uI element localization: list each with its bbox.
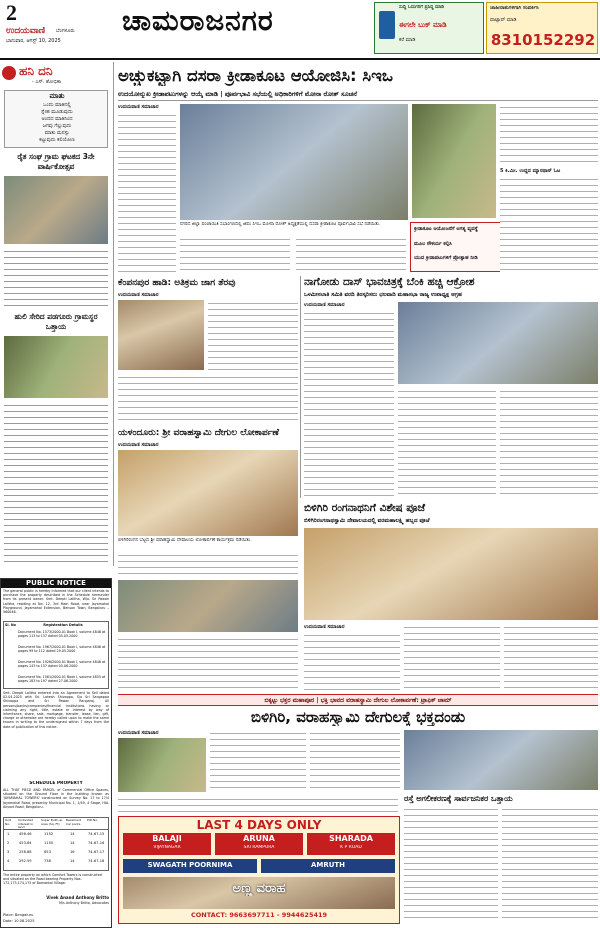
crowd-body-5 (118, 796, 398, 812)
biligiri-photo (304, 528, 598, 620)
units-row (4, 859, 109, 868)
masthead-rule (0, 58, 600, 60)
encroach-body-2 (118, 374, 298, 424)
brand-logo-icon (2, 66, 16, 80)
notice-date: Date: 10.08.2025 (3, 919, 35, 923)
theatre-sub: K P ROAD (340, 845, 362, 850)
notice-table (3, 621, 109, 689)
units-head-cell: Super Built-up area (Sq. Ft) (41, 819, 63, 826)
theatre-box-2 (261, 859, 395, 873)
lower-photo (118, 580, 298, 632)
masthead (0, 0, 600, 58)
temple-byline: ಉದಯವಾಣಿ ಸಮಾಚಾರ (118, 442, 159, 448)
biligiri-subhead: ಬಿಳಿಗಿರಿರಂಗನಾಥಸ್ವಾಮಿ ದೇವಾಲಯದಲ್ಲಿ ವರಮಹಾಲಕ್ಷ್ಮಿ ಹಬ್ಬದ ಪೂಜೆ (304, 518, 430, 524)
notice-signatory-sub: M/s Anthony Britto, Advocates (59, 901, 109, 905)
theatre-name: BALAJI (152, 834, 182, 843)
crowd-body-1 (210, 730, 306, 792)
quote-line: ಅಂದದ ಮಾತಿನಿಂದ (41, 116, 73, 122)
encroach-headline: ಕೆಂಪನಪುರ ಹಾಡಿ: ಅತಿಕ್ರಮ ಜಾಗ ತೆರವು (118, 278, 236, 288)
crowd-photo-2 (404, 730, 598, 790)
nanjappa-subhead: ಒಳಮೀಸಲಾತಿ ಸಮಿತಿ ವರದಿ ತಿರಸ್ಕರಿಸಲು ಛಲವಾದಿ ಮಹಾಸಭಾ ರಾಜ್ಯ ಉಪಾಧ್ಯಕ್ಷ ಆಗ್ರಹ (304, 292, 462, 298)
story1-photo (4, 176, 108, 244)
schedule-text: ALL THAT PIECE AND PARCEL of Commercial Office Spaces, situated on the Ground Floor in the building known as 'JAYAMAHAL TOWERS' constructed on Survey No. 17 to 17/4 Jayamahal Road, presently Municipal No. 1, 1/49, 4 Stage, HAL Airport Road, Bengaluru. (3, 788, 109, 809)
story1-body (4, 248, 108, 308)
theatre-name: ARUNA (243, 834, 275, 843)
units-head (4, 818, 109, 830)
units-cell: 74-67-18 (88, 859, 105, 863)
brand-name: ಹನಿ ದನಿ (19, 64, 53, 78)
ad-phone-icon (379, 11, 395, 39)
lower-body (118, 636, 298, 690)
notice-title: PUBLIC NOTICE (1, 579, 111, 588)
units-cell: 2 (7, 841, 10, 845)
units-cell: 456.46 (19, 832, 32, 836)
cinema-contact: CONTACT: 9663697711 - 9944625419 (190, 911, 328, 919)
biligiri-byline: ಉದಯವಾಣಿ ಸಮಾಚಾರ (304, 624, 345, 630)
encroach-body-1 (208, 300, 298, 370)
notice-intro: The general public is hereby informed that our client intends to purchase the property described in the Schedule hereunder from its present owner. Smt. Deepti Lalitha, W/o. Sri Pawan Lalitha, residing at No. 12, 3rd Main Road, near Jayamahal Playground, Jayamahal Extension, Benson Town, Bengaluru – 560046. (3, 589, 109, 615)
lead-byline: ಉದಯವಾಣಿ ಸಮಾಚಾರ (118, 104, 159, 110)
theatre-box-2 (123, 859, 257, 873)
units-head-cell: PID No. (87, 819, 98, 822)
units-cell: 653 (44, 850, 51, 854)
cinema-headline: LAST 4 DAYS ONLY (196, 818, 322, 832)
temple-body (118, 552, 298, 576)
units-head-cell: Basement Car parks (66, 819, 82, 826)
units-cell: 14 (70, 832, 75, 836)
lead-headline: ಅಚ್ಚುಕಟ್ಟಾಗಿ ದಸರಾ ಕ್ರೀಡಾಕೂಟ ಆಯೋಜಿಸಿ: ಸಿಇಒ (118, 66, 393, 85)
notice-row: Document No. 1926/2000-01 Book I, volume 4846 at pages 143 to 157 dated 05.06.2000 (18, 660, 106, 669)
notice-row: Document No. 1573/2000-01 Book I, volume 4846 at pages 113 to 137 dated 05.05.2000 (18, 630, 106, 639)
temple-photo (118, 450, 298, 536)
units-head-cell: Unit No. (5, 819, 12, 826)
lead-subhead: ಉದಯೋನ್ಮುಖ ಕ್ರೀಡಾಪಟುಗಳನ್ನು ಆಯ್ಕೆ ಮಾಡಿ | ಪೂರ್ವಭಾವಿ ಸಭೆಯಲ್ಲಿ ಅಧಿಕಾರಿಗಳಿಗೆ ಮೋನಾ ರೋತ್ ಸೂಚನೆ (118, 90, 357, 98)
nanjappa-body-3 (500, 388, 598, 498)
units-cell: 1 (7, 832, 10, 836)
right-top-body (500, 104, 598, 166)
theatre-box (123, 833, 211, 855)
nanjappa-body-1 (304, 310, 394, 416)
encroach-byline: ಉದಯವಾಣಿ ಸಮಾಚಾರ (118, 292, 159, 298)
units-cell: 258.88 (19, 850, 32, 854)
notice-body: Smt. Deepti Lalitha entered into an Agreement to Sell dated 02.04.2025 with Sri. Lokesh Shivappa, S/o Sri Sangappa Shivappa and Sri Pawan Rangaraj. All persons/banks/companies/financial institutions having or claiming any right, title, estate or interest by way of inheritance, share, sale, mortgage, transfer, lease, lien, gift, charge or otherwise are hereby called upon to make the same known in writing to the undersigned within 7 days from the date of publication of this notice. (3, 691, 109, 729)
nanjappa-body-2 (398, 388, 496, 498)
public-notice (0, 578, 112, 928)
story1-headline: ರೈತ ಸಂಘ ಗ್ರಾಮ ಘಟಕದ 3ನೇ ವಾರ್ಷಿಕೋತ್ಸವ (17, 152, 95, 171)
ad1-line1: ಸುದ್ದಿ ಓದುಗರಿಗೆ ಪ್ರಸಿದ್ಧ ಮಾಡಿ (399, 5, 444, 10)
lead-box (410, 222, 510, 272)
lead-box-item: ಕ್ರೀಡಾಕೂಟ ಆಯೋಜನೆಗೆ ಅಗತ್ಯ ವ್ಯವಸ್ಥೆ (414, 226, 478, 232)
date-line: ಭಾನುವಾರ, ಆಗಸ್ಟ್ 10, 2025 (6, 38, 61, 44)
page-number: 2 (6, 0, 17, 25)
lead-body-col3 (296, 236, 406, 272)
crowd-body-2 (310, 730, 400, 792)
lead-box-item: ಯುವ ಕ್ರೀಡಾಪಟುಗಳಿಗೆ ಪ್ರೋತ್ಸಾಹ ನೀಡಿ (414, 255, 478, 261)
notice-table-head-details: Registration Details (43, 623, 83, 627)
section-title: ಚಾಮರಾಜನಗರ (122, 4, 274, 37)
units-cell: 1150 (44, 841, 54, 845)
encroach-photo (118, 300, 204, 370)
units-cell: 74-67-15 (88, 832, 105, 836)
brand-sub: - ಎಸ್. ಶೋಭಿಕಾ (32, 79, 62, 85)
schedule-title: SCHEDULE PROPERTY (29, 781, 83, 786)
units-cell: 16 (70, 850, 75, 854)
ad1-line3: ಕರೆ ಮಾಡಿ (399, 37, 416, 43)
units-cell: 74-67-17 (88, 850, 105, 854)
theatre-box (307, 833, 395, 855)
quote-line: ಮಾತು ಮನಸ್ಸು (44, 130, 70, 136)
theatre-box (215, 833, 303, 855)
lead-box-item: ಮೂಲ ಸೌಕರ್ಯ ಕಲ್ಪಿಸಿ (414, 241, 452, 247)
units-table (3, 817, 109, 871)
units-cell: 1152 (44, 832, 54, 836)
units-cell: 3 (7, 850, 10, 854)
notice-footer: The entire property on which Comfort Towers is constructed and situated on the Road bearing Property Nos. 172,173,174,175 of Bomakkal Village. (3, 873, 102, 886)
units-row (4, 850, 109, 859)
quote-title: ಮಾತು (49, 92, 65, 100)
top-ad-1 (374, 2, 484, 54)
units-cell: 4 (7, 859, 10, 863)
ad2-line1: ಜಾಹೀರಾತುಗಳಿಗಾಗಿ ಸಂಪರ್ಕಿಸಿ (490, 5, 539, 11)
lead-photo (180, 104, 408, 220)
story2-body (4, 402, 108, 562)
units-cell: 453.84 (19, 841, 32, 845)
right-top-body-2 (500, 176, 598, 272)
units-row (4, 841, 109, 850)
ad2-line2: ವಾಟ್ಸಾಪ್ ಮಾಡಿ (490, 17, 517, 23)
theatre-name: SWAGATH POORNIMA (147, 861, 233, 869)
units-cell: 14 (70, 859, 75, 863)
ad-phone-number: 8310152292 (490, 31, 596, 49)
story2-headline: ಹುಲಿ ಸೇರಿದ ಪಡಗೂರು ಗ್ರಾಮಸ್ಥರ ಒತ್ತಾಯ (14, 312, 98, 331)
quote-line: ಜಗವು ಗೆಲ್ಲುವುದು (42, 123, 72, 129)
nanjappa-byline: ಉದಯವಾಣಿ ಸಮಾಚಾರ (304, 302, 345, 308)
cinema-tagline: ಅಣ್ಣ ವರಾಹ (232, 881, 286, 896)
lead-body-col1 (118, 112, 176, 272)
cinema-ad (118, 816, 400, 924)
right-top-item: 5 ಕಿ.ಮೀ. ಉದ್ದದ ಮ್ಯಾರಥಾನ್ ಓಟ (500, 168, 561, 174)
lead-body-col2 (180, 236, 290, 272)
quote-line: ಒಂದು ಮಾತಿನಲ್ಲಿ (43, 102, 71, 108)
theatre-name: AMRUTH (310, 861, 346, 869)
biligiri-headline: ಬಿಳಿಗಿರಿ ರಂಗನಾಥನಿಗೆ ವಿಶೇಷ ಪೂಜೆ (304, 502, 426, 514)
quote-line: ಸ್ನೇಹ ಮೂಡುವುದು (41, 109, 73, 115)
crowd-photo-1 (118, 738, 206, 792)
temple-caption: ಬಿಳಿಗಿರಿರಂಗನ ಬೆಟ್ಟದ ಶ್ರೀ ವರಾಹಸ್ವಾಮಿ ದೇವಾಲಯ ಲೋಕಾರ್ಪಣೆ ಕಾರ್ಯಕ್ರಮ ನಡೆಯಿತು. (118, 538, 252, 543)
units-cell: 738 (44, 859, 51, 863)
notice-row: Document No. 1967/2000-01 Book I, volume 4846 at pages 99 to 112 dated 29.05.2000 (18, 645, 106, 654)
honey-brand (2, 64, 110, 86)
lead-subhead-rule (118, 100, 598, 101)
biligiri-body-2 (404, 624, 500, 690)
story2-photo (4, 336, 108, 398)
nanjappa-headline: ನಾಗೋಡು ದಾಸ್ ಭಾವಚಿತ್ರಕ್ಕೆ ಬೆಂಕಿ ಹಚ್ಚಿ ಆಕ್ರೋಶ (304, 276, 475, 288)
banner-strip: ಬಿಕ್ಕಟ್ಟು ಭಕ್ತರ ಮಹಾಪೂರ | ಭಕ್ತಿ ಭಾವದ ವರಾಹಸ್ವಾಮಿ ದೇಗುಲ ಲೋಕಾರ್ಪಣೆ: ಟ್ರಾಫಿಕ್ ಜಾಮ್ (118, 694, 598, 706)
notice-place: Place: Bengaluru (3, 913, 34, 917)
quote-line: ಕಟ್ಟುವುದು ಕಲಿಯೋಣ (39, 137, 75, 143)
notice-signatory: Vivek Anand Anthony Britto (46, 895, 109, 900)
theatre-sub: SRI RAMPURA (243, 845, 275, 850)
right-top-photo (412, 104, 496, 218)
crowd-mid-head: ರಸ್ತೆ ಅಗಲೀಕರಣಕ್ಕೆ ಸಾರ್ವಜನಿಕರ ಒತ್ತಾಯ (404, 794, 513, 803)
biligiri-body-3 (504, 624, 598, 690)
biligiri-body-1 (304, 632, 400, 690)
crowd-headline: ಬಿಳಿಗಿರಿ, ವರಾಹಸ್ವಾಮಿ ದೇಗುಲಕ್ಕೆ ಭಕ್ತದಂಡು (250, 708, 466, 726)
story-divider (300, 276, 301, 498)
temple-headline: ಯಳಂದೂರು: ಶ್ರೀ ವರಾಹಸ್ವಾಮಿ ದೇಗುಲ ಲೋಕಾರ್ಪಣೆ (118, 428, 279, 438)
units-cell: 14 (70, 841, 75, 845)
theatre-sub: VIJAYNAGAR (153, 845, 181, 850)
ad1-line2: ಈಗಲೇ ಬುಕ್ ಮಾಡಿ (399, 21, 447, 29)
units-cell: 74-67-16 (88, 841, 105, 845)
units-head-cell: Undivided interest in land (18, 819, 34, 830)
quote-box (4, 90, 108, 148)
crowd-byline: ಉದಯವಾಣಿ ಸಮಾಚಾರ (118, 730, 159, 736)
notice-table-head-sl: Sl. No (5, 623, 16, 627)
paper-name: ಉದಯವಾಣಿ (6, 26, 46, 36)
theatre-name: SHARADA (329, 834, 373, 843)
column-divider (113, 62, 114, 566)
city: ಬೆಂಗಳೂರು (56, 28, 75, 34)
units-cell: 292.59 (19, 859, 32, 863)
nanjappa-body-4 (304, 420, 394, 498)
left-column (0, 62, 112, 566)
nanjappa-photo (398, 302, 598, 384)
units-row (4, 832, 109, 841)
crowd-body-4 (502, 806, 598, 918)
notice-row: Document No. 1561/2000-01 Book I, volume 4855 at pages 183 to 197 dated 27.06.2000 (18, 675, 106, 684)
lead-caption: ನಗರದ ಜಿಲ್ಲಾ ಪಂಚಾಯಿತಿ ಸಭಾಂಗಣದಲ್ಲಿ ಜಿಪಂ ಸಿಇಒ ಮೋನಾ ರೋತ್ ಅಧ್ಯಕ್ಷತೆಯಲ್ಲಿ ದಸರಾ ಕ್ರೀಡಾಕೂಟ ಪೂರ್ವಭಾವಿ ಸಭೆ ನಡೆಯಿತು. (180, 222, 381, 227)
crowd-body-3 (404, 806, 498, 918)
top-ad-2 (486, 2, 598, 54)
